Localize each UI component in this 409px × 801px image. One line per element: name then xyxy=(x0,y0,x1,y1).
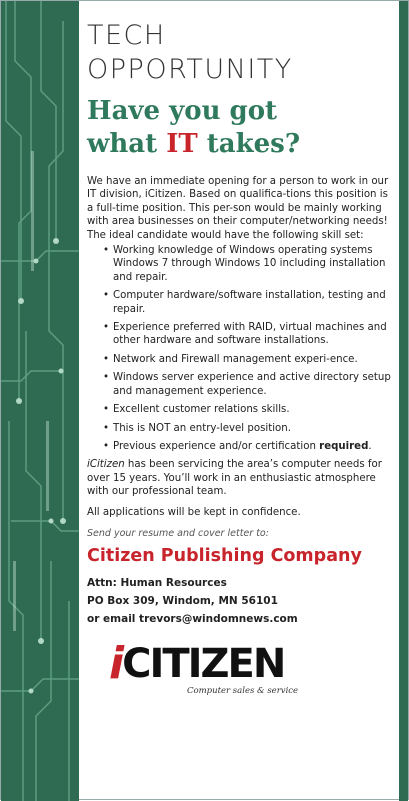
skill-item: • Working knowledge of Windows operating systems Windows 7 through Windows 10 including installation and repair. xyxy=(103,244,397,284)
header-title xyxy=(87,19,397,87)
company-italic: iCitizen xyxy=(87,459,125,471)
logo-wordmark xyxy=(109,638,359,690)
skills-list xyxy=(87,244,397,453)
circuit-board-band xyxy=(1,1,79,801)
headline-line-2 xyxy=(87,128,397,161)
logo-word: CITIZEN xyxy=(122,641,285,688)
company-name: Citizen Publishing Company xyxy=(87,546,362,567)
headline-takes: takes? xyxy=(197,129,301,159)
logo-i: i xyxy=(109,638,123,690)
skill-item: • Experience preferred with RAID, virtual machines and other hardware and software installations. xyxy=(103,321,397,348)
contact-attn: Attn: Human Resources xyxy=(87,577,227,590)
skill-item-last xyxy=(103,440,397,453)
skill-item: • Network and Firewall management experi-ence. xyxy=(103,353,397,366)
confidence-paragraph: All applications will be kept in confidence. xyxy=(87,506,301,518)
header-line-2: OPPORTUNITY xyxy=(87,54,293,85)
circuit-pattern xyxy=(1,1,79,801)
right-green-band xyxy=(399,1,408,801)
company-paragraph xyxy=(87,458,397,498)
intro-paragraph: We have an immediate opening for a person to work in our IT division, iCitizen. Based on qualifica-tions this position is a full-time position. This per-son would be mainly working with area businesses on their computer/networking needs! The ideal candidate would have the following skill set: xyxy=(87,176,389,241)
skill-text: Previous experience and/or certification xyxy=(113,440,316,452)
header-line-1: TECH xyxy=(87,20,166,51)
headline-line-1: Have you got xyxy=(87,96,278,126)
headline-it: IT xyxy=(166,129,198,159)
company-paragraph-text: has been servicing the area’s computer needs for over 15 years. You’ll work in an enthusiastic atmosphere with our professional team. xyxy=(87,459,382,498)
logo-tagline: Computer sales & service xyxy=(187,686,299,697)
skill-period: . xyxy=(368,440,372,452)
skill-item: • Computer hardware/software installation, testing and repair. xyxy=(103,289,397,316)
skill-item: • Windows server experience and active directory setup and management experience. xyxy=(103,371,397,398)
ad-content xyxy=(87,9,397,696)
contact-block xyxy=(87,574,397,628)
headline-what: what xyxy=(87,129,167,159)
contact-address: PO Box 309, Windom, MN 56101 xyxy=(87,595,278,608)
skill-item: • Excellent customer relations skills. xyxy=(103,403,397,416)
skill-required: required xyxy=(319,440,369,452)
headline xyxy=(87,95,397,161)
icitizen-logo xyxy=(109,638,359,697)
skill-item: • This is NOT an entry-level position. xyxy=(103,422,397,435)
send-instructions: Send your resume and cover letter to: xyxy=(87,527,269,539)
contact-email[interactable]: or email trevors@windomnews.com xyxy=(87,613,298,626)
